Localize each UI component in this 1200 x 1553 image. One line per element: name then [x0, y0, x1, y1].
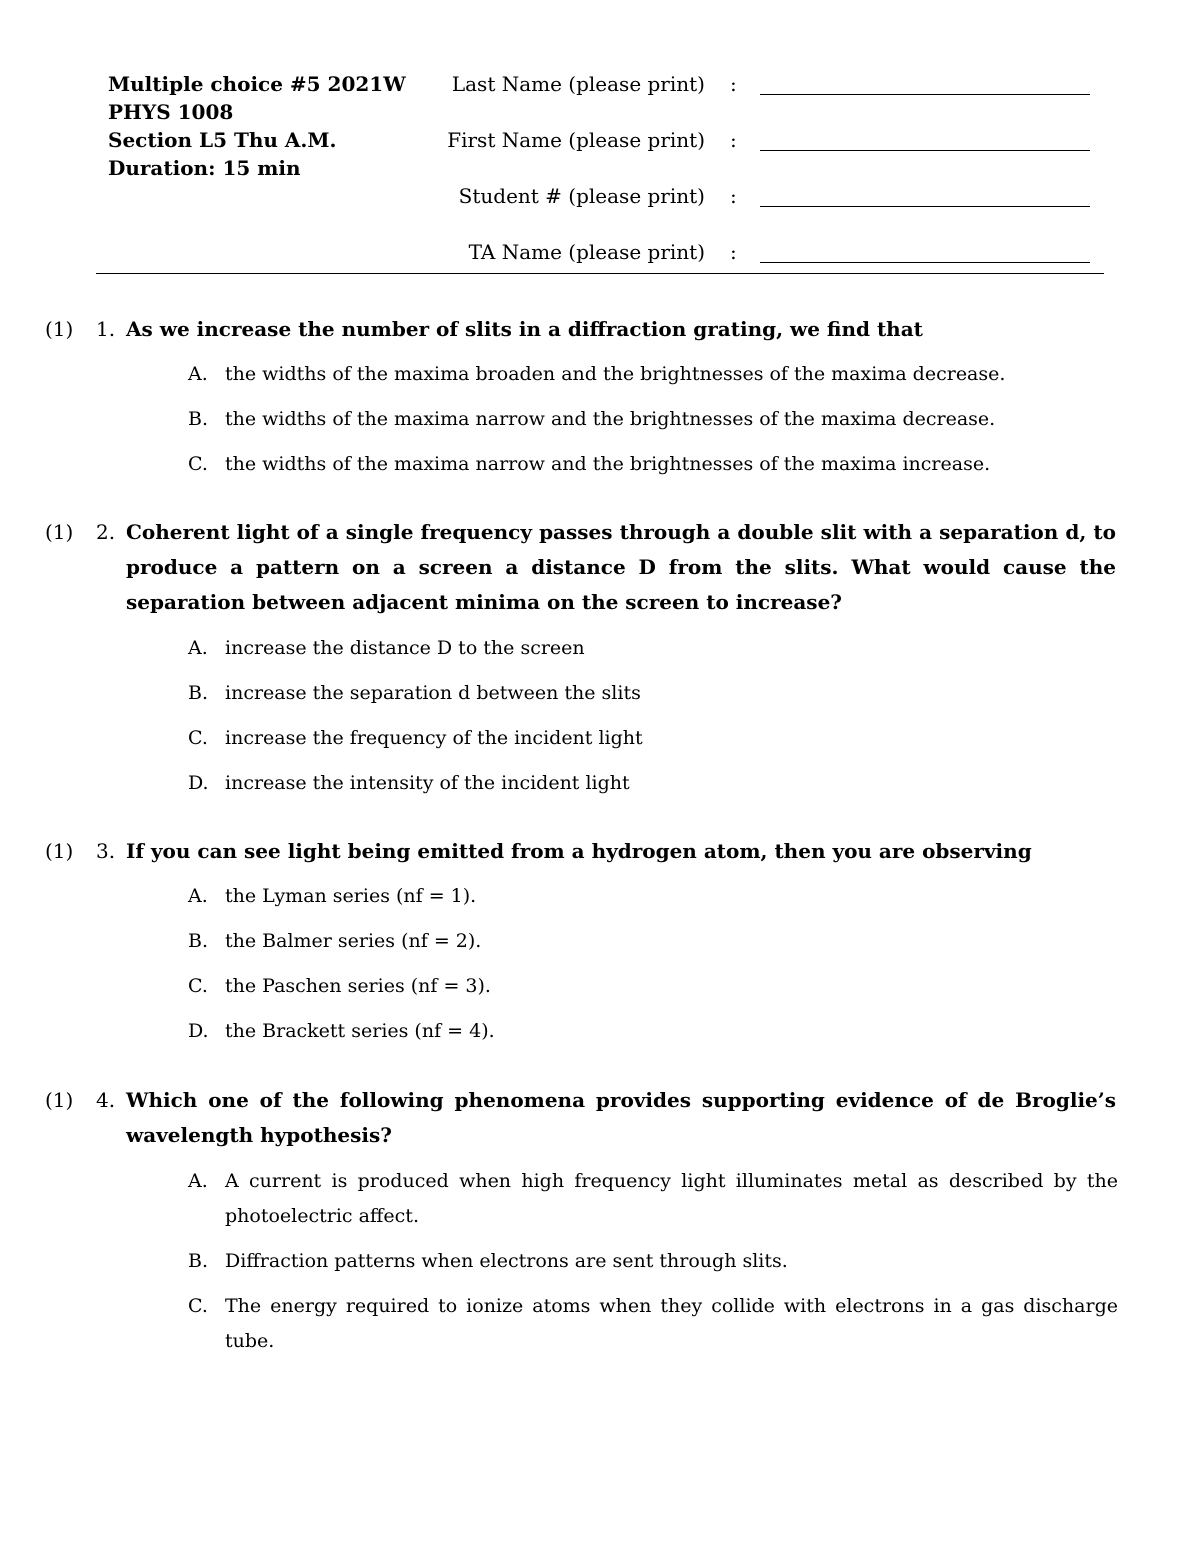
duration-info: Duration: 15 min	[108, 156, 301, 180]
option-text: increase the distance D to the screen	[225, 637, 585, 659]
exam-header-info	[108, 70, 406, 182]
option-text: the Balmer series (nf = 2).	[225, 930, 482, 952]
field-label: Student # (please print)	[458, 184, 705, 208]
option-letter: C.	[188, 453, 208, 475]
field-colon: :	[730, 72, 737, 96]
field-label: Last Name (please print)	[451, 72, 705, 96]
option-a[interactable]	[188, 631, 1118, 666]
question-number: 3.	[96, 839, 116, 863]
question-number: 4.	[96, 1088, 116, 1112]
option-text: the Paschen series (nf = 3).	[225, 975, 491, 997]
first-name-field[interactable]	[440, 126, 1100, 154]
option-a[interactable]	[188, 1164, 1118, 1234]
option-letter: C.	[188, 727, 208, 749]
option-letter: A.	[188, 1170, 208, 1192]
options-list	[188, 357, 1118, 492]
field-label: First Name (please print)	[447, 128, 705, 152]
question-text: If you can see light being emitted from a hydrogen atom, then you are observing	[126, 839, 1032, 863]
option-text: the Brackett series (nf = 4).	[225, 1020, 495, 1042]
field-colon: :	[730, 128, 737, 152]
option-text: Diffraction patterns when electrons are sent through slits.	[225, 1250, 788, 1272]
question-number: 2.	[96, 520, 116, 544]
option-text: the widths of the maxima narrow and the brightnesses of the maxima decrease.	[225, 408, 996, 430]
option-b[interactable]	[188, 1244, 1118, 1279]
option-c[interactable]	[188, 1289, 1118, 1359]
option-letter: B.	[188, 408, 209, 430]
question-text: As we increase the number of slits in a diffraction grating, we find that	[126, 317, 923, 341]
exam-title: Multiple choice #5 2021W	[108, 72, 406, 96]
option-c[interactable]	[188, 447, 1118, 482]
option-text: The energy required to ionize atoms when they collide with electrons in a gas discharge tube.	[225, 1295, 1118, 1352]
option-a[interactable]	[188, 357, 1118, 392]
last-name-field[interactable]	[440, 70, 1100, 98]
first-name-blank[interactable]	[760, 150, 1090, 151]
field-colon: :	[730, 240, 737, 264]
question-points: (1)	[45, 317, 74, 341]
option-letter: C.	[188, 975, 208, 997]
options-list	[188, 1164, 1118, 1369]
ta-name-blank[interactable]	[760, 262, 1090, 263]
course-code: PHYS 1008	[108, 100, 234, 124]
field-colon: :	[730, 184, 737, 208]
option-b[interactable]	[188, 924, 1118, 959]
question-points: (1)	[45, 839, 74, 863]
option-letter: C.	[188, 1295, 208, 1317]
question-text: Which one of the following phenomena provides supporting evidence of de Broglie’s wavelength hypothesis?	[126, 1088, 1116, 1147]
option-d[interactable]	[188, 1014, 1118, 1049]
option-text: the Lyman series (nf = 1).	[225, 885, 477, 907]
option-c[interactable]	[188, 721, 1118, 756]
options-list	[188, 631, 1118, 811]
option-letter: A.	[188, 637, 208, 659]
question-number: 1.	[96, 317, 116, 341]
field-label: TA Name (please print)	[468, 240, 705, 264]
option-a[interactable]	[188, 879, 1118, 914]
option-letter: A.	[188, 885, 208, 907]
option-text: A current is produced when high frequency light illuminates metal as described by the photoelectric affect.	[225, 1170, 1118, 1227]
option-text: the widths of the maxima narrow and the brightnesses of the maxima increase.	[225, 453, 991, 475]
last-name-blank[interactable]	[760, 94, 1090, 95]
option-letter: A.	[188, 363, 208, 385]
header-divider	[96, 273, 1104, 274]
option-text: increase the intensity of the incident light	[225, 772, 630, 794]
student-number-blank[interactable]	[760, 206, 1090, 207]
ta-name-field[interactable]	[440, 238, 1100, 266]
option-c[interactable]	[188, 969, 1118, 1004]
options-list	[188, 879, 1118, 1059]
option-text: increase the frequency of the incident light	[225, 727, 643, 749]
option-text: increase the separation d between the slits	[225, 682, 641, 704]
option-letter: B.	[188, 930, 209, 952]
option-b[interactable]	[188, 676, 1118, 711]
option-letter: D.	[188, 772, 209, 794]
option-b[interactable]	[188, 402, 1118, 437]
option-text: the widths of the maxima broaden and the brightnesses of the maxima decrease.	[225, 363, 1006, 385]
question-points: (1)	[45, 1088, 74, 1112]
option-d[interactable]	[188, 766, 1118, 801]
student-number-field[interactable]	[440, 182, 1100, 210]
option-letter: B.	[188, 682, 209, 704]
option-letter: B.	[188, 1250, 209, 1272]
section-info: Section L5 Thu A.M.	[108, 128, 337, 152]
option-letter: D.	[188, 1020, 209, 1042]
question-text: Coherent light of a single frequency passes through a double slit with a separation d, to produce a pattern on a screen a distance D from the slits. What would cause the separation between adjacent minima on the screen to increase?	[126, 520, 1116, 614]
question-points: (1)	[45, 520, 74, 544]
